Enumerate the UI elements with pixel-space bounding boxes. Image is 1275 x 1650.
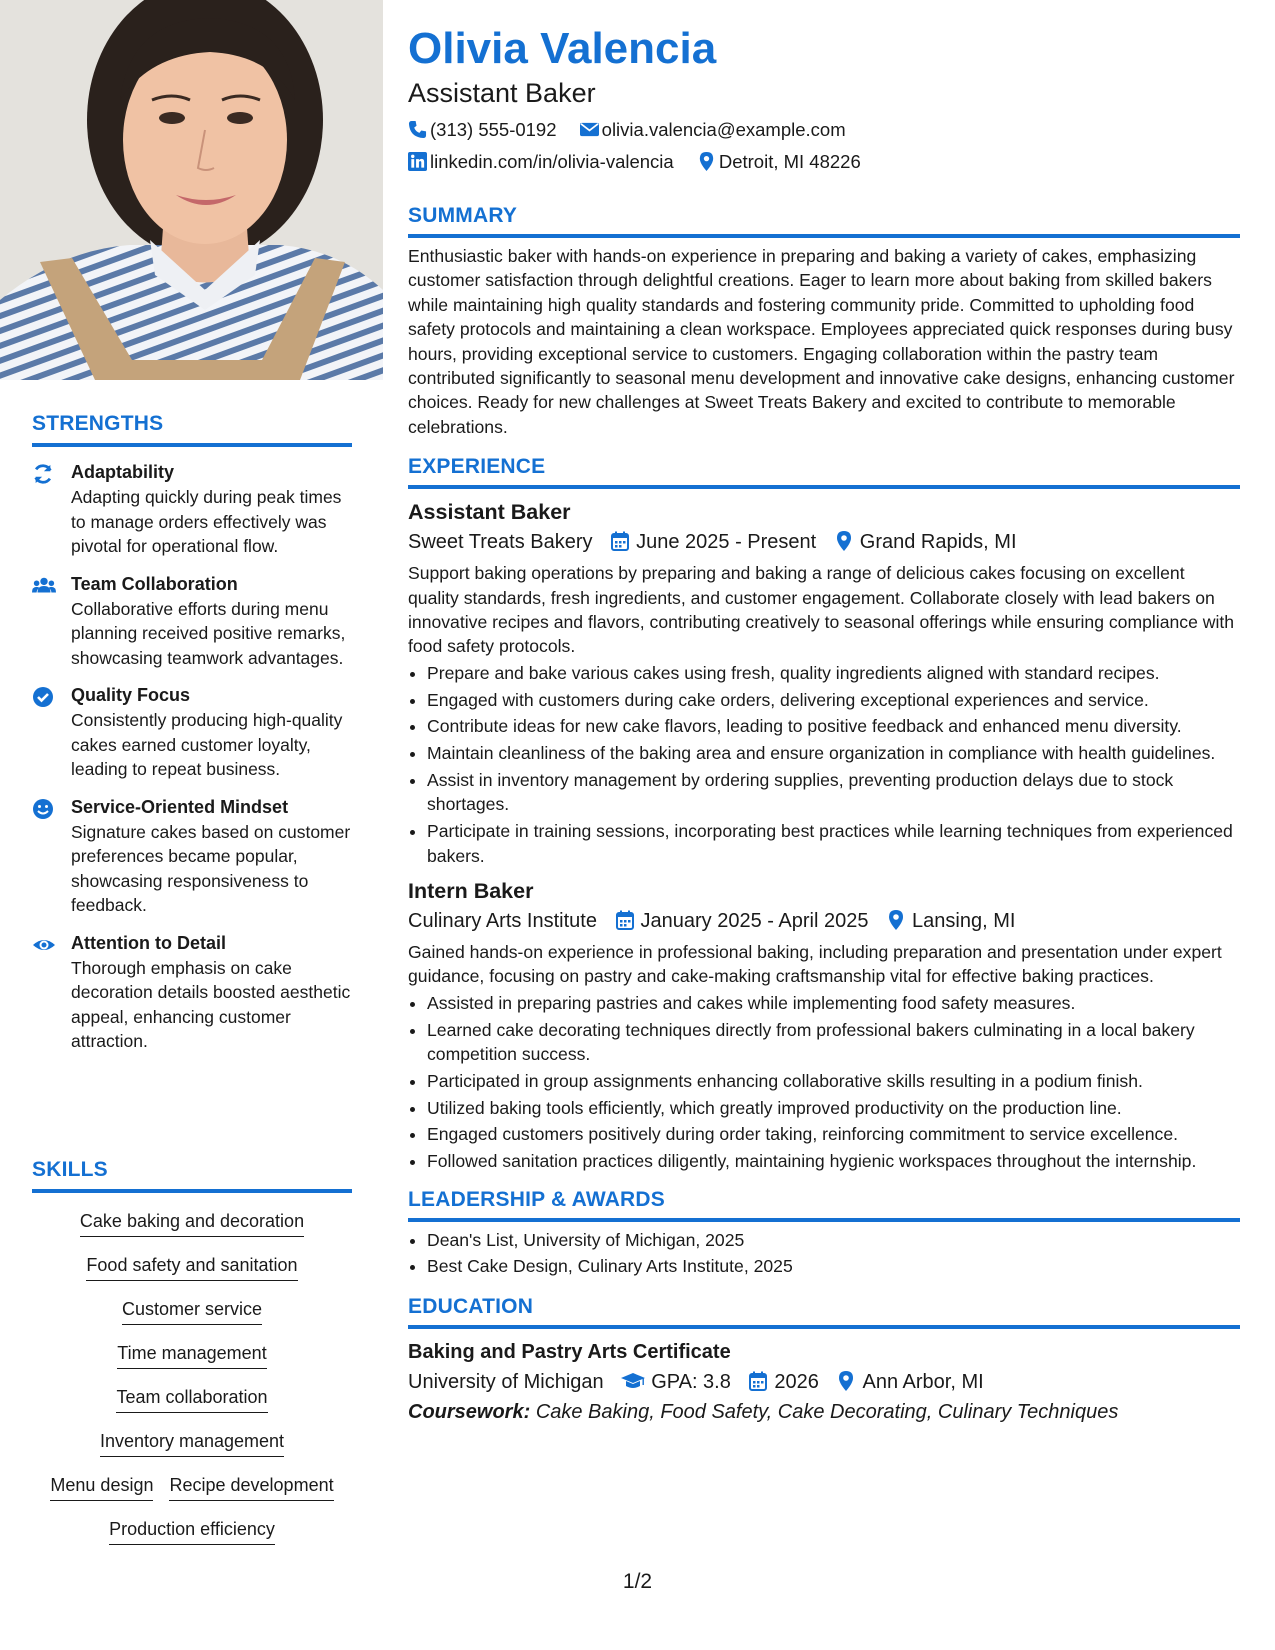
strength-desc: Signature cakes based on customer preferences became popular, showcasing responsiveness to feedback. — [71, 821, 351, 915]
award-item: • Dean's List, University of Michigan, 2025 — [427, 1228, 1240, 1252]
coursework-label: Coursework: — [408, 1400, 531, 1423]
job-dates-item — [610, 527, 816, 557]
gpa-text: GPA: 3.8 — [651, 1370, 731, 1393]
experience-heading: EXPERIENCE — [408, 455, 1240, 489]
email-item[interactable] — [580, 114, 846, 146]
skill-tag: Production efficiency — [109, 1517, 275, 1545]
job-company: Culinary Arts Institute — [408, 910, 597, 933]
strength-name: Team Collaboration — [71, 573, 238, 594]
strengths-section — [32, 412, 352, 1054]
gpa-item — [621, 1367, 731, 1397]
contact-row — [408, 146, 1240, 178]
strength-desc: Consistently producing high-quality cakes earned customer loyalty, leading to repeat business. — [71, 710, 343, 779]
skill-tag: Menu design — [50, 1473, 153, 1501]
strength-item — [32, 461, 352, 559]
job-bullet: • Followed sanitation practices diligently, maintaining hygienic workspaces throughout the internship. — [427, 1149, 1240, 1173]
job-location: Lansing, MI — [912, 910, 1016, 933]
calendar-icon — [610, 530, 630, 550]
leadership-list — [408, 1228, 1240, 1279]
strength-name: Attention to Detail — [71, 932, 226, 953]
strength-name: Quality Focus — [71, 685, 191, 705]
summary-section — [408, 204, 1240, 439]
school-location: Ann Arbor, MI — [862, 1370, 984, 1393]
degree-name: Baking and Pastry Arts Certificate — [408, 1340, 731, 1363]
job-entry — [408, 876, 1240, 1174]
strength-name: Service-Oriented Mindset — [71, 796, 289, 817]
job-bullets — [408, 661, 1240, 868]
education-section — [408, 1295, 1240, 1427]
job-bullet: • Engaged with customers during cake orders, delivering exceptional experiences and service. — [427, 688, 1240, 712]
smile-icon — [32, 798, 54, 820]
calendar-icon — [615, 909, 635, 929]
award-item: • Best Cake Design, Culinary Arts Institute, 2025 — [427, 1254, 1240, 1278]
coursework — [408, 1397, 1240, 1427]
job-bullets — [408, 991, 1240, 1174]
phone-text: (313) 555-0192 — [430, 119, 557, 140]
experience-section — [408, 455, 1240, 1173]
strengths-heading: STRENGTHS — [32, 412, 352, 447]
check-circle-icon — [32, 686, 54, 708]
eye-icon — [32, 934, 54, 956]
map-pin-icon — [834, 530, 854, 550]
skill-tag: Cake baking and decoration — [80, 1209, 304, 1237]
skill-tag: Time management — [117, 1341, 266, 1369]
job-company: Sweet Treats Bakery — [408, 531, 593, 554]
profile-photo — [0, 0, 383, 380]
strength-desc: Collaborative efforts during menu planning received positive remarks, showcasing teamwork advantages. — [71, 598, 346, 668]
page-number: 1/2 — [622, 1570, 653, 1593]
map-pin-icon — [836, 1370, 856, 1390]
skill-tag: Recipe development — [169, 1473, 333, 1501]
map-pin-icon — [886, 909, 906, 929]
envelope-icon — [580, 117, 599, 136]
strength-item — [32, 573, 352, 671]
job-dates: June 2025 - Present — [636, 531, 817, 554]
skill-tag: Team collaboration — [116, 1385, 267, 1413]
job-bullet: • Assist in inventory management by ordering supplies, preventing production delays due to stock shortages. — [427, 768, 1240, 817]
job-bullet: • Utilized baking tools efficiently, which greatly improved productivity on the production line. — [427, 1096, 1240, 1120]
job-dates: January 2025 - April 2025 — [640, 910, 869, 933]
skill-tag: Customer service — [122, 1297, 262, 1325]
job-bullet: • Assisted in preparing pastries and cakes while implementing food safety measures. — [427, 991, 1240, 1015]
strength-item — [32, 796, 352, 918]
coursework-list: Cake Baking, Food Safety, Cake Decorating, Culinary Techniques — [535, 1400, 1119, 1423]
contact-row — [408, 114, 1240, 146]
strength-item — [32, 932, 352, 1054]
strength-item — [32, 684, 352, 782]
skills-heading: SKILLS — [32, 1158, 352, 1193]
job-bullet: • Maintain cleanliness of the baking area and ensure organization in compliance with health guidelines. — [427, 741, 1240, 765]
education-meta — [408, 1367, 1240, 1397]
job-meta — [408, 906, 1240, 936]
location-text: Detroit, MI 48226 — [718, 151, 861, 172]
right-column — [408, 22, 1240, 1427]
job-bullet: • Participate in training sessions, incorporating best practices while learning techniques from experienced bakers. — [427, 819, 1240, 868]
graduation-cap-icon — [621, 1370, 645, 1390]
skill-tag: Inventory management — [100, 1429, 284, 1457]
job-location-item — [886, 906, 1015, 936]
refresh-icon — [32, 463, 54, 485]
phone-item — [408, 114, 557, 146]
school-name: University of Michigan — [408, 1370, 604, 1393]
job-location: Grand Rapids, MI — [859, 531, 1017, 554]
summary-heading: SUMMARY — [408, 204, 1240, 238]
map-pin-icon — [697, 149, 716, 168]
candidate-title: Assistant Baker — [408, 78, 596, 108]
strength-desc: Adapting quickly during peak times to manage orders effectively was pivotal for operational flow. — [71, 487, 342, 556]
leadership-heading: LEADERSHIP & AWARDS — [408, 1188, 1240, 1222]
phone-icon — [408, 117, 427, 136]
strength-name: Adaptability — [71, 462, 175, 482]
job-title: Intern Baker — [408, 879, 534, 904]
leadership-section — [408, 1188, 1240, 1279]
job-bullet: • Participated in group assignments enhancing collaborative skills resulting in a podium finish. — [427, 1069, 1240, 1093]
job-description: Support baking operations by preparing and baking a range of delicious cakes focusing on excellent quality standards, fresh ingredients, and customer engagement. Collaborate closely with lead bakers on innovative recipes and flavors, contributing creatively to seasonal offerings while ensuring compliance with food safety protocols. — [408, 563, 1235, 657]
skills-list — [32, 1199, 352, 1551]
job-bullet: • Prepare and bake various cakes using fresh, quality ingredients aligned with standard recipes. — [427, 661, 1240, 685]
users-icon — [32, 575, 54, 597]
job-title: Assistant Baker — [408, 500, 571, 525]
year-text: 2026 — [774, 1370, 819, 1393]
year-item — [748, 1367, 819, 1397]
linkedin-icon — [408, 149, 427, 168]
left-column — [0, 0, 383, 1539]
calendar-icon — [748, 1370, 768, 1390]
school-location-item — [836, 1367, 983, 1397]
linkedin-item[interactable] — [408, 146, 674, 178]
candidate-name: Olivia Valencia — [408, 24, 717, 73]
job-entry — [408, 497, 1240, 868]
location-item — [697, 146, 861, 178]
job-meta — [408, 527, 1240, 557]
strength-desc: Thorough emphasis on cake decoration details boosted aesthetic appeal, enhancing customer attraction. — [71, 957, 351, 1051]
job-dates-item — [615, 906, 869, 936]
job-bullet: • Engaged customers positively during order taking, reinforcing commitment to service excellence. — [427, 1122, 1240, 1146]
job-bullet: • Contribute ideas for new cake flavors, leading to positive feedback and enhanced menu diversity. — [427, 714, 1240, 738]
job-description: Gained hands-on experience in professional baking, including preparation and presentation under expert guidance, focusing on pastry and cake-making craftsmanship vital for effective baking practices. — [408, 942, 1222, 987]
skill-tag: Food safety and sanitation — [86, 1253, 297, 1281]
job-location-item — [834, 527, 1017, 557]
linkedin-text[interactable]: linkedin.com/in/olivia-valencia — [430, 151, 674, 172]
skills-section — [32, 1158, 352, 1551]
job-bullet: • Learned cake decorating techniques directly from professional bakers culminating in a local bakery competition success. — [427, 1018, 1240, 1067]
email-text[interactable]: olivia.valencia@example.com — [601, 119, 846, 140]
education-heading: EDUCATION — [408, 1295, 1240, 1329]
summary-text: Enthusiastic baker with hands-on experience in preparing and baking a variety of cakes, emphasizing customer satisfaction through delightful creations. Eager to learn more about baking from skilled bakers while maintaining high quality standards and fostering community pride. Committed to upholding food safety protocols and maintaining a clean workspace. Employees appreciated quick responses during busy hours, providing exceptional service to customers. Engaging collaboration within the pastry team contributed significantly to seasonal menu development and innovative cake designs, enhancing customer choices. Ready for new challenges at Sweet Treats Bakery and excited to contribute to memorable celebrations. — [408, 246, 1235, 437]
